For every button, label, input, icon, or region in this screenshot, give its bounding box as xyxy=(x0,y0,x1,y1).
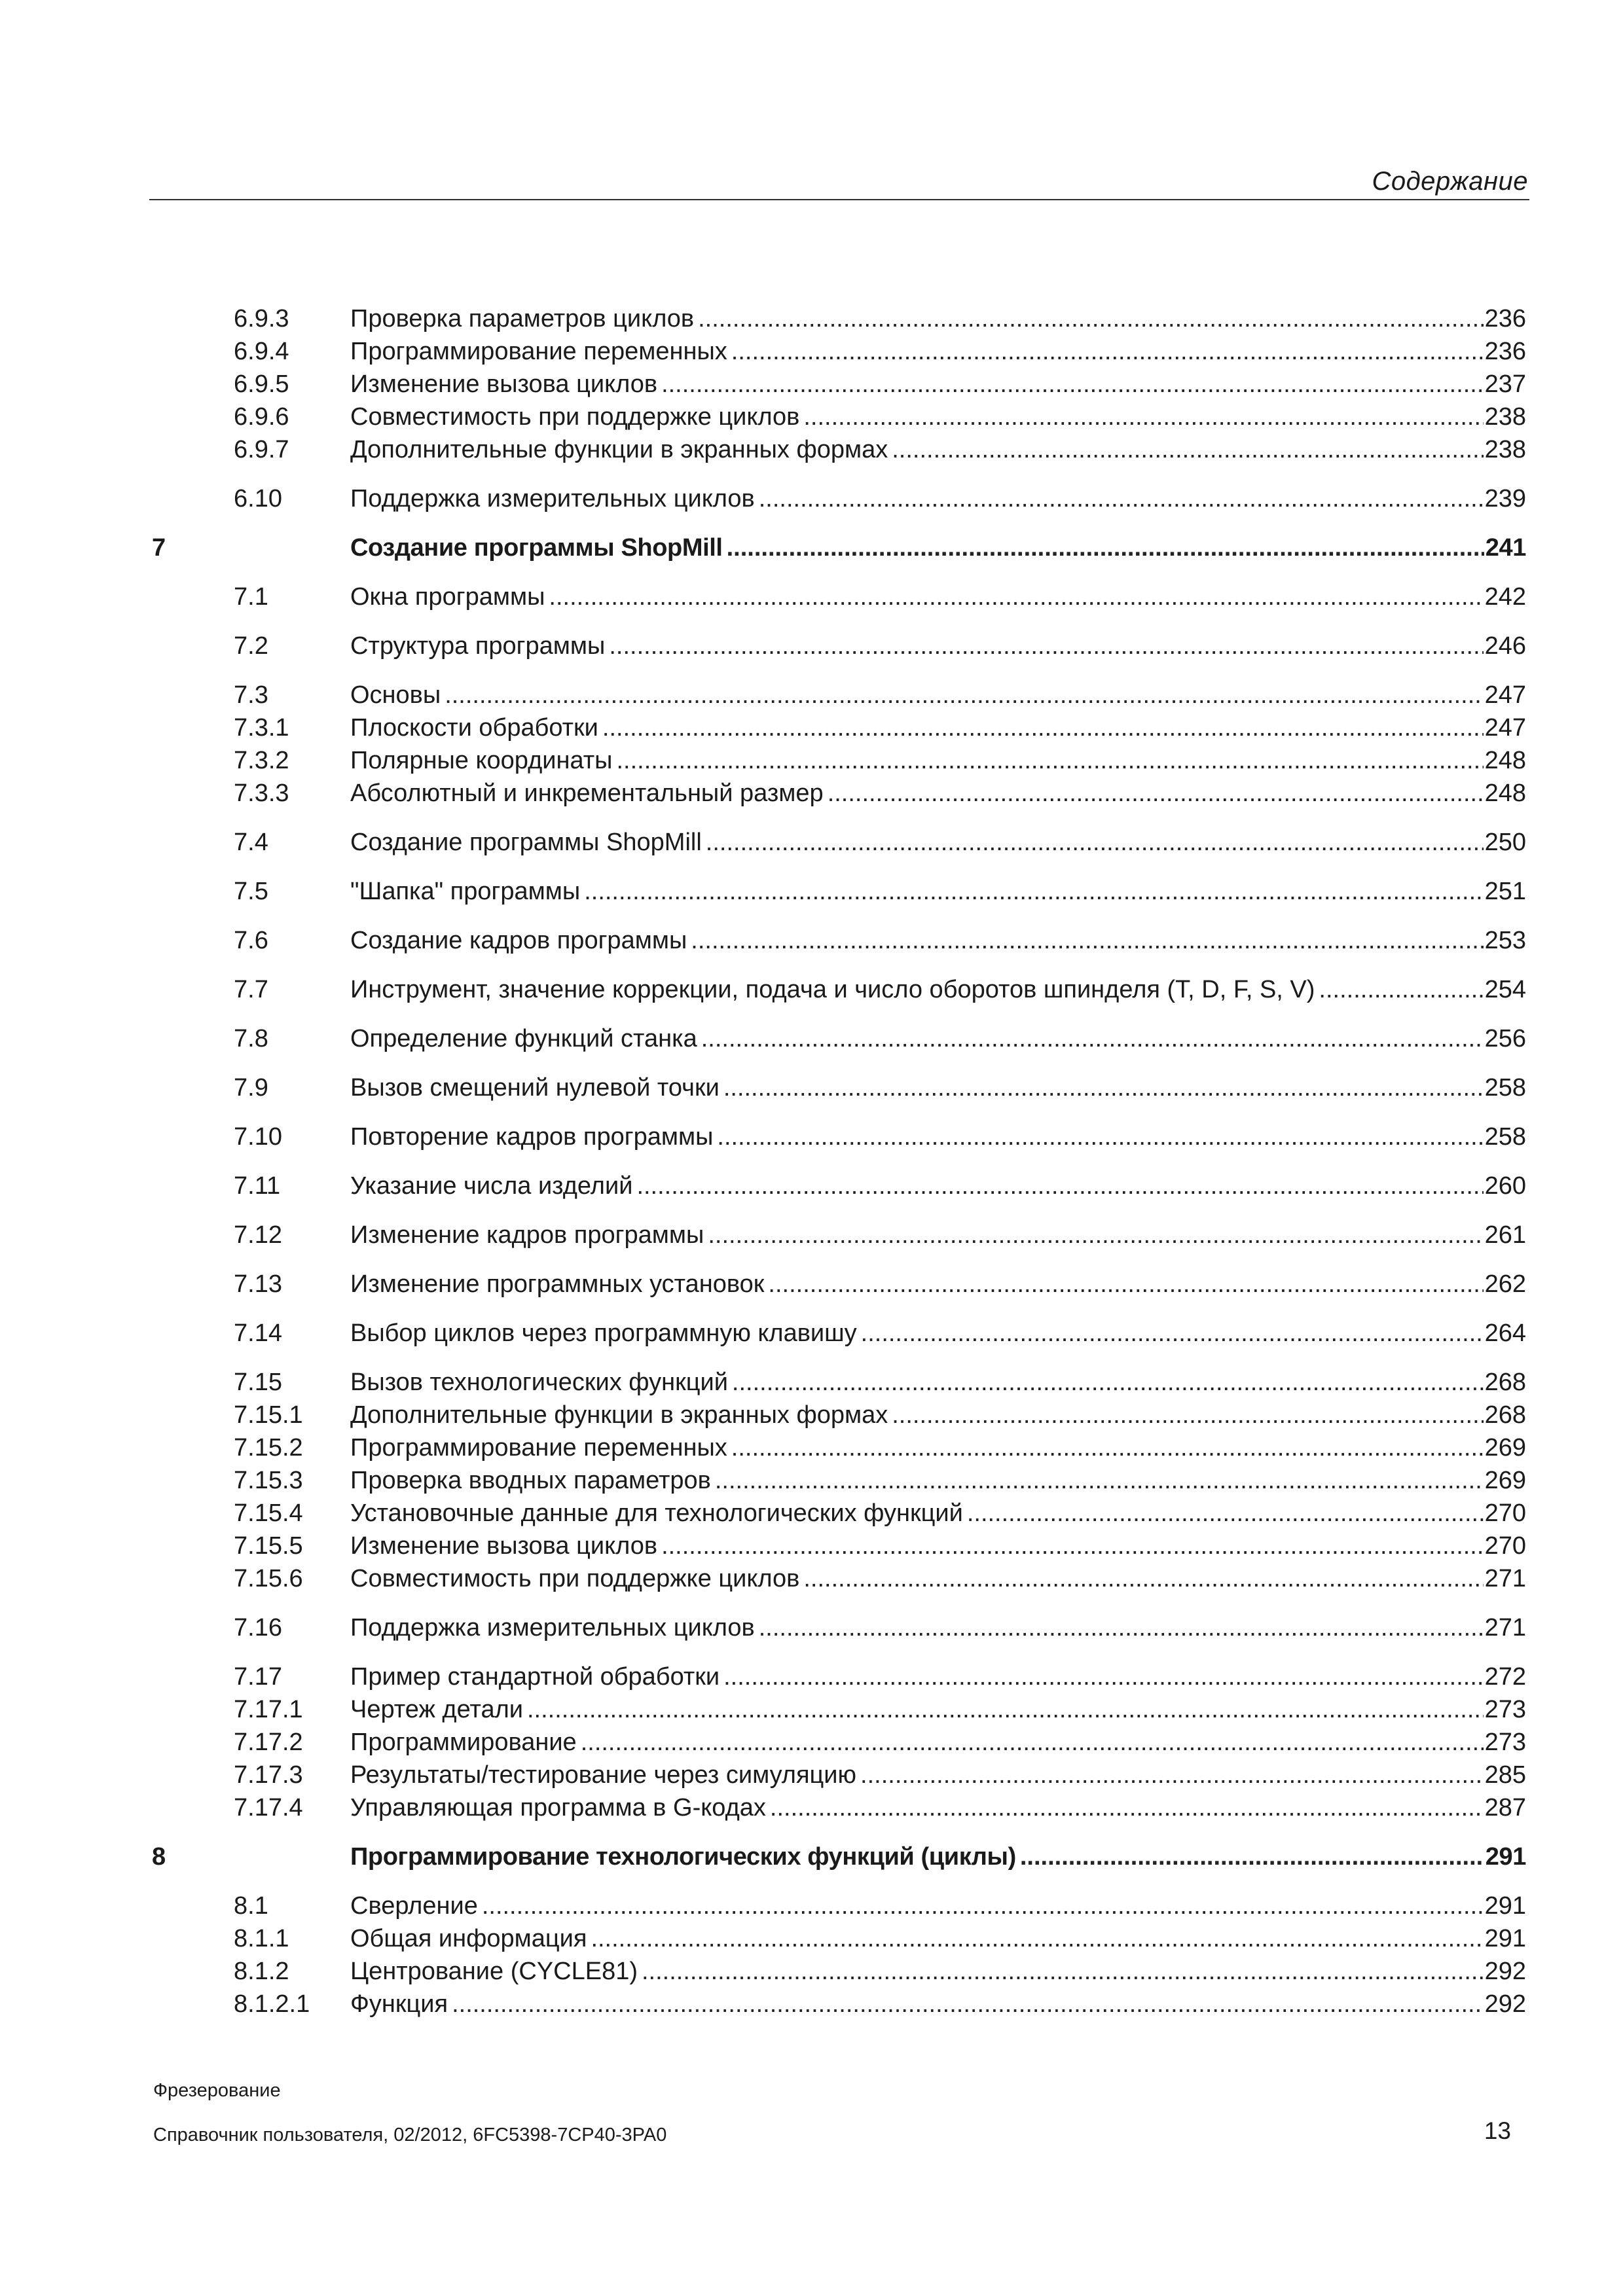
toc-entry-page: 258 xyxy=(1484,1123,1526,1151)
toc-entry-title: Управляющая программа в G-кодах xyxy=(350,1794,766,1821)
toc-entry-number: 7.15.4 xyxy=(234,1499,303,1527)
toc-dot-leader xyxy=(609,630,1483,662)
toc-entry[interactable] xyxy=(152,826,1526,859)
toc-entry-number: 7 xyxy=(152,534,166,562)
toc-entry[interactable] xyxy=(152,1660,1526,1693)
toc-dot-leader xyxy=(723,1071,1484,1104)
toc-entry-title: Указание числа изделий xyxy=(350,1172,633,1200)
toc-entry[interactable] xyxy=(152,1071,1526,1104)
table-of-contents xyxy=(152,302,1526,2020)
toc-entry-page: 258 xyxy=(1484,1074,1526,1102)
toc-entry-number: 7.15.5 xyxy=(234,1532,303,1560)
toc-entry[interactable] xyxy=(152,1268,1526,1300)
toc-entry[interactable] xyxy=(152,1611,1526,1644)
toc-entry[interactable] xyxy=(152,711,1526,744)
toc-entry-page: 262 xyxy=(1484,1270,1526,1298)
toc-entry[interactable] xyxy=(152,1726,1526,1759)
toc-entry-page: 239 xyxy=(1484,485,1526,512)
toc-dot-leader xyxy=(482,1890,1484,1922)
toc-entry[interactable] xyxy=(152,335,1526,368)
toc-entry-title: Вызов смещений нулевой точки xyxy=(350,1074,720,1102)
toc-entry-page: 291 xyxy=(1485,1843,1526,1871)
toc-entry-number: 7.15.6 xyxy=(234,1565,303,1592)
toc-entry-number: 7.12 xyxy=(234,1221,282,1249)
toc-entry-title: "Шапка" программы xyxy=(350,878,581,905)
toc-entry-title: Инструмент, значение коррекции, подача и число оборотов шпинделя (T, D, F, S, V) xyxy=(350,976,1315,1003)
toc-entry-page: 285 xyxy=(1484,1761,1526,1789)
toc-dot-leader xyxy=(759,1611,1484,1644)
toc-entry-page: 269 xyxy=(1484,1434,1526,1462)
toc-entry-page: 273 xyxy=(1484,1696,1526,1723)
toc-entry-title: Изменение программных установок xyxy=(350,1270,765,1298)
toc-entry-page: 241 xyxy=(1485,534,1526,562)
toc-dot-leader xyxy=(828,777,1484,810)
toc-dot-leader xyxy=(581,1726,1484,1759)
toc-entry[interactable] xyxy=(152,679,1526,711)
toc-entry-title: Поддержка измерительных циклов xyxy=(350,485,755,512)
toc-dot-leader xyxy=(661,368,1484,401)
toc-entry[interactable] xyxy=(152,1431,1526,1464)
toc-entry-title: Программирование xyxy=(350,1729,577,1756)
toc-dot-leader xyxy=(527,1693,1484,1726)
toc-entry-page: 250 xyxy=(1484,829,1526,856)
toc-entry-number: 7.17.4 xyxy=(234,1794,303,1821)
toc-chapter-entry[interactable] xyxy=(152,1840,1526,1873)
footer-product: Фрезерование xyxy=(153,2080,281,2101)
toc-entry-page: 271 xyxy=(1484,1565,1526,1592)
toc-entry-number: 7.17.2 xyxy=(234,1729,303,1756)
toc-entry[interactable] xyxy=(152,401,1526,433)
toc-entry-page: 253 xyxy=(1484,927,1526,954)
toc-dot-leader xyxy=(861,1317,1484,1350)
toc-entry-number: 6.9.7 xyxy=(234,436,289,463)
toc-dot-leader xyxy=(715,1464,1484,1497)
toc-dot-leader xyxy=(892,433,1483,466)
toc-entry[interactable] xyxy=(152,1399,1526,1431)
toc-entry-number: 7.15.1 xyxy=(234,1401,303,1429)
toc-chapter-entry[interactable] xyxy=(152,531,1526,564)
toc-entry-number: 7.16 xyxy=(234,1614,282,1641)
toc-entry[interactable] xyxy=(152,924,1526,957)
toc-entry-number: 7.7 xyxy=(234,976,268,1003)
toc-dot-leader xyxy=(661,1530,1484,1562)
toc-entry-number: 8.1.1 xyxy=(234,1925,289,1952)
toc-dot-leader xyxy=(759,482,1484,515)
toc-entry-title: Создание кадров программы xyxy=(350,927,687,954)
toc-entry-page: 291 xyxy=(1484,1892,1526,1920)
toc-entry-page: 242 xyxy=(1484,583,1526,611)
toc-entry[interactable] xyxy=(152,1170,1526,1202)
toc-entry-page: 292 xyxy=(1484,1990,1526,2018)
toc-entry-number: 7.17.3 xyxy=(234,1761,303,1789)
toc-dot-leader xyxy=(1020,1840,1484,1873)
toc-entry-number: 7.15.2 xyxy=(234,1434,303,1462)
toc-dot-leader xyxy=(892,1399,1483,1431)
toc-entry[interactable] xyxy=(152,1219,1526,1251)
toc-entry-number: 7.8 xyxy=(234,1025,268,1052)
footer-manual-info: Справочник пользователя, 02/2012, 6FC5398-7CP40-3PA0 xyxy=(153,2125,667,2145)
toc-entry-page: 268 xyxy=(1484,1401,1526,1429)
toc-entry-number: 7.4 xyxy=(234,829,268,856)
toc-entry-number: 7.15 xyxy=(234,1369,282,1396)
toc-entry-page: 270 xyxy=(1484,1499,1526,1527)
toc-entry-number: 7.3.1 xyxy=(234,714,289,742)
toc-entry-title: Повторение кадров программы xyxy=(350,1123,714,1151)
toc-dot-leader xyxy=(642,1955,1484,1988)
toc-entry-number: 8.1 xyxy=(234,1892,268,1920)
toc-dot-leader xyxy=(452,1988,1484,2020)
toc-dot-leader xyxy=(723,1660,1483,1693)
toc-entry[interactable] xyxy=(152,1988,1526,2020)
toc-entry-title: Создание программы ShopMill xyxy=(350,534,723,562)
toc-entry-page: 270 xyxy=(1484,1532,1526,1560)
toc-entry-number: 6.9.3 xyxy=(234,305,289,332)
toc-entry-title: Полярные координаты xyxy=(350,747,613,774)
toc-dot-leader xyxy=(445,679,1483,711)
toc-entry-number: 6.10 xyxy=(234,485,282,512)
toc-entry-number: 7.2 xyxy=(234,632,268,660)
toc-entry-page: 246 xyxy=(1484,632,1526,660)
toc-dot-leader xyxy=(727,531,1484,564)
toc-dot-leader xyxy=(691,924,1483,957)
toc-entry-title: Программирование переменных xyxy=(350,338,727,365)
footer-page-number: 13 xyxy=(1484,2117,1511,2144)
toc-entry[interactable] xyxy=(152,1121,1526,1153)
toc-entry-number: 7.5 xyxy=(234,878,268,905)
toc-dot-leader xyxy=(591,1922,1483,1955)
toc-dot-leader xyxy=(967,1497,1484,1530)
toc-entry-number: 7.10 xyxy=(234,1123,282,1151)
toc-entry[interactable] xyxy=(152,1693,1526,1726)
toc-entry-title: Пример стандартной обработки xyxy=(350,1663,720,1691)
toc-entry-title: Определение функций станка xyxy=(350,1025,697,1052)
toc-entry-title: Плоскости обработки xyxy=(350,714,598,742)
toc-dot-leader xyxy=(803,401,1483,433)
toc-entry-number: 7.14 xyxy=(234,1319,282,1347)
toc-dot-leader xyxy=(549,581,1483,613)
toc-entry[interactable] xyxy=(152,1955,1526,1988)
toc-entry[interactable] xyxy=(152,482,1526,515)
toc-entry-page: 247 xyxy=(1484,714,1526,742)
toc-entry-page: 248 xyxy=(1484,780,1526,807)
toc-dot-leader xyxy=(701,1022,1484,1055)
toc-entry[interactable] xyxy=(152,1791,1526,1824)
toc-entry[interactable] xyxy=(152,1366,1526,1399)
toc-entry-title: Программирование переменных xyxy=(350,1434,727,1462)
toc-entry-page: 268 xyxy=(1484,1369,1526,1396)
toc-entry-number: 7.11 xyxy=(234,1172,281,1200)
toc-dot-leader xyxy=(803,1562,1483,1595)
toc-dot-leader xyxy=(731,1431,1484,1464)
toc-entry-title: Совместимость при поддержке циклов xyxy=(350,1565,800,1592)
toc-entry-number: 6.9.4 xyxy=(234,338,289,365)
toc-entry-number: 7.3 xyxy=(234,681,268,709)
toc-entry-title: Поддержка измерительных циклов xyxy=(350,1614,755,1641)
toc-entry-page: 236 xyxy=(1484,305,1526,332)
toc-entry-title: Окна программы xyxy=(350,583,545,611)
toc-entry[interactable] xyxy=(152,1317,1526,1350)
toc-entry-title: Изменение вызова циклов xyxy=(350,370,658,398)
toc-entry-page: 236 xyxy=(1484,338,1526,365)
toc-entry[interactable] xyxy=(152,630,1526,662)
toc-entry-page: 260 xyxy=(1484,1172,1526,1200)
toc-entry-page: 291 xyxy=(1484,1925,1526,1952)
toc-dot-leader xyxy=(860,1759,1484,1791)
toc-dot-leader xyxy=(602,711,1484,744)
toc-dot-leader xyxy=(616,744,1483,777)
toc-entry-page: 237 xyxy=(1484,370,1526,398)
toc-entry-title: Изменение кадров программы xyxy=(350,1221,704,1249)
toc-entry-title: Основы xyxy=(350,681,441,709)
toc-entry-title: Сверление xyxy=(350,1892,478,1920)
toc-entry-title: Общая информация xyxy=(350,1925,587,1952)
toc-entry-title: Создание программы ShopMill xyxy=(350,829,702,856)
toc-entry-number: 7.6 xyxy=(234,927,268,954)
toc-dot-leader xyxy=(636,1170,1483,1202)
toc-entry[interactable] xyxy=(152,433,1526,466)
toc-entry[interactable] xyxy=(152,875,1526,908)
toc-entry-title: Установочные данные для технологических функций xyxy=(350,1499,963,1527)
toc-entry-title: Центрование (CYCLE81) xyxy=(350,1958,638,1985)
toc-dot-leader xyxy=(731,335,1484,368)
running-header-title: Содержание xyxy=(1372,167,1528,196)
toc-entry-title: Выбор циклов через программную клавишу xyxy=(350,1319,857,1347)
toc-entry-page: 247 xyxy=(1484,681,1526,709)
toc-entry[interactable] xyxy=(152,1022,1526,1055)
toc-entry-page: 238 xyxy=(1484,436,1526,463)
toc-entry[interactable] xyxy=(152,302,1526,335)
toc-entry-page: 264 xyxy=(1484,1319,1526,1347)
toc-entry[interactable] xyxy=(152,368,1526,401)
toc-entry-page: 248 xyxy=(1484,747,1526,774)
toc-entry[interactable] xyxy=(152,1497,1526,1530)
toc-dot-leader xyxy=(1319,973,1483,1006)
toc-entry-title: Результаты/тестирование через симуляцию xyxy=(350,1761,857,1789)
toc-entry-page: 238 xyxy=(1484,403,1526,431)
toc-entry-page: 292 xyxy=(1484,1958,1526,1985)
toc-dot-leader xyxy=(706,826,1484,859)
toc-entry-number: 7.3.3 xyxy=(234,780,289,807)
toc-entry-page: 287 xyxy=(1484,1794,1526,1821)
header-rule xyxy=(149,199,1529,200)
toc-entry-page: 256 xyxy=(1484,1025,1526,1052)
toc-entry[interactable] xyxy=(152,1890,1526,1922)
toc-entry[interactable] xyxy=(152,777,1526,810)
toc-entry-page: 251 xyxy=(1484,878,1526,905)
toc-entry[interactable] xyxy=(152,1759,1526,1791)
toc-entry-page: 272 xyxy=(1484,1663,1526,1691)
toc-entry-number: 8.1.2 xyxy=(234,1958,289,1985)
toc-entry-number: 7.9 xyxy=(234,1074,268,1102)
toc-entry-title: Изменение вызова циклов xyxy=(350,1532,658,1560)
toc-entry[interactable] xyxy=(152,581,1526,613)
toc-entry-number: 6.9.6 xyxy=(234,403,289,431)
toc-entry-title: Вызов технологических функций xyxy=(350,1369,728,1396)
toc-entry-number: 6.9.5 xyxy=(234,370,289,398)
toc-dot-leader xyxy=(584,875,1483,908)
toc-entry-number: 8 xyxy=(152,1843,166,1871)
toc-entry-title: Абсолютный и инкрементальный размер xyxy=(350,780,824,807)
toc-dot-leader xyxy=(770,1791,1484,1824)
toc-dot-leader xyxy=(698,302,1483,335)
toc-entry-title: Проверка параметров циклов xyxy=(350,305,695,332)
toc-entry-number: 7.15.3 xyxy=(234,1467,303,1494)
toc-entry-title: Программирование технологических функций (циклы) xyxy=(350,1843,1016,1871)
toc-entry-title: Функция xyxy=(350,1990,448,2018)
toc-entry-title: Чертеж детали xyxy=(350,1696,523,1723)
toc-dot-leader xyxy=(732,1366,1484,1399)
toc-entry-number: 7.3.2 xyxy=(234,747,289,774)
toc-entry-page: 269 xyxy=(1484,1467,1526,1494)
toc-entry-title: Совместимость при поддержке циклов xyxy=(350,403,800,431)
toc-entry-page: 273 xyxy=(1484,1729,1526,1756)
toc-entry[interactable] xyxy=(152,744,1526,777)
toc-dot-leader xyxy=(708,1219,1483,1251)
toc-entry-number: 7.1 xyxy=(234,583,268,611)
toc-dot-leader xyxy=(717,1121,1483,1153)
toc-entry-title: Дополнительные функции в экранных формах xyxy=(350,436,888,463)
toc-entry[interactable] xyxy=(152,1464,1526,1497)
toc-dot-leader xyxy=(768,1268,1483,1300)
toc-entry-number: 7.17.1 xyxy=(234,1696,303,1723)
toc-entry-number: 7.17 xyxy=(234,1663,282,1691)
toc-entry-title: Проверка вводных параметров xyxy=(350,1467,711,1494)
toc-entry-page: 261 xyxy=(1484,1221,1526,1249)
toc-entry-number: 7.13 xyxy=(234,1270,282,1298)
toc-entry[interactable] xyxy=(152,1562,1526,1595)
toc-entry-page: 271 xyxy=(1484,1614,1526,1641)
toc-entry[interactable] xyxy=(152,1530,1526,1562)
toc-entry[interactable] xyxy=(152,1922,1526,1955)
toc-entry-page: 254 xyxy=(1484,976,1526,1003)
toc-entry-title: Дополнительные функции в экранных формах xyxy=(350,1401,888,1429)
toc-entry[interactable] xyxy=(152,973,1526,1006)
toc-entry-title: Структура программы xyxy=(350,632,606,660)
toc-entry-number: 8.1.2.1 xyxy=(234,1990,310,2018)
